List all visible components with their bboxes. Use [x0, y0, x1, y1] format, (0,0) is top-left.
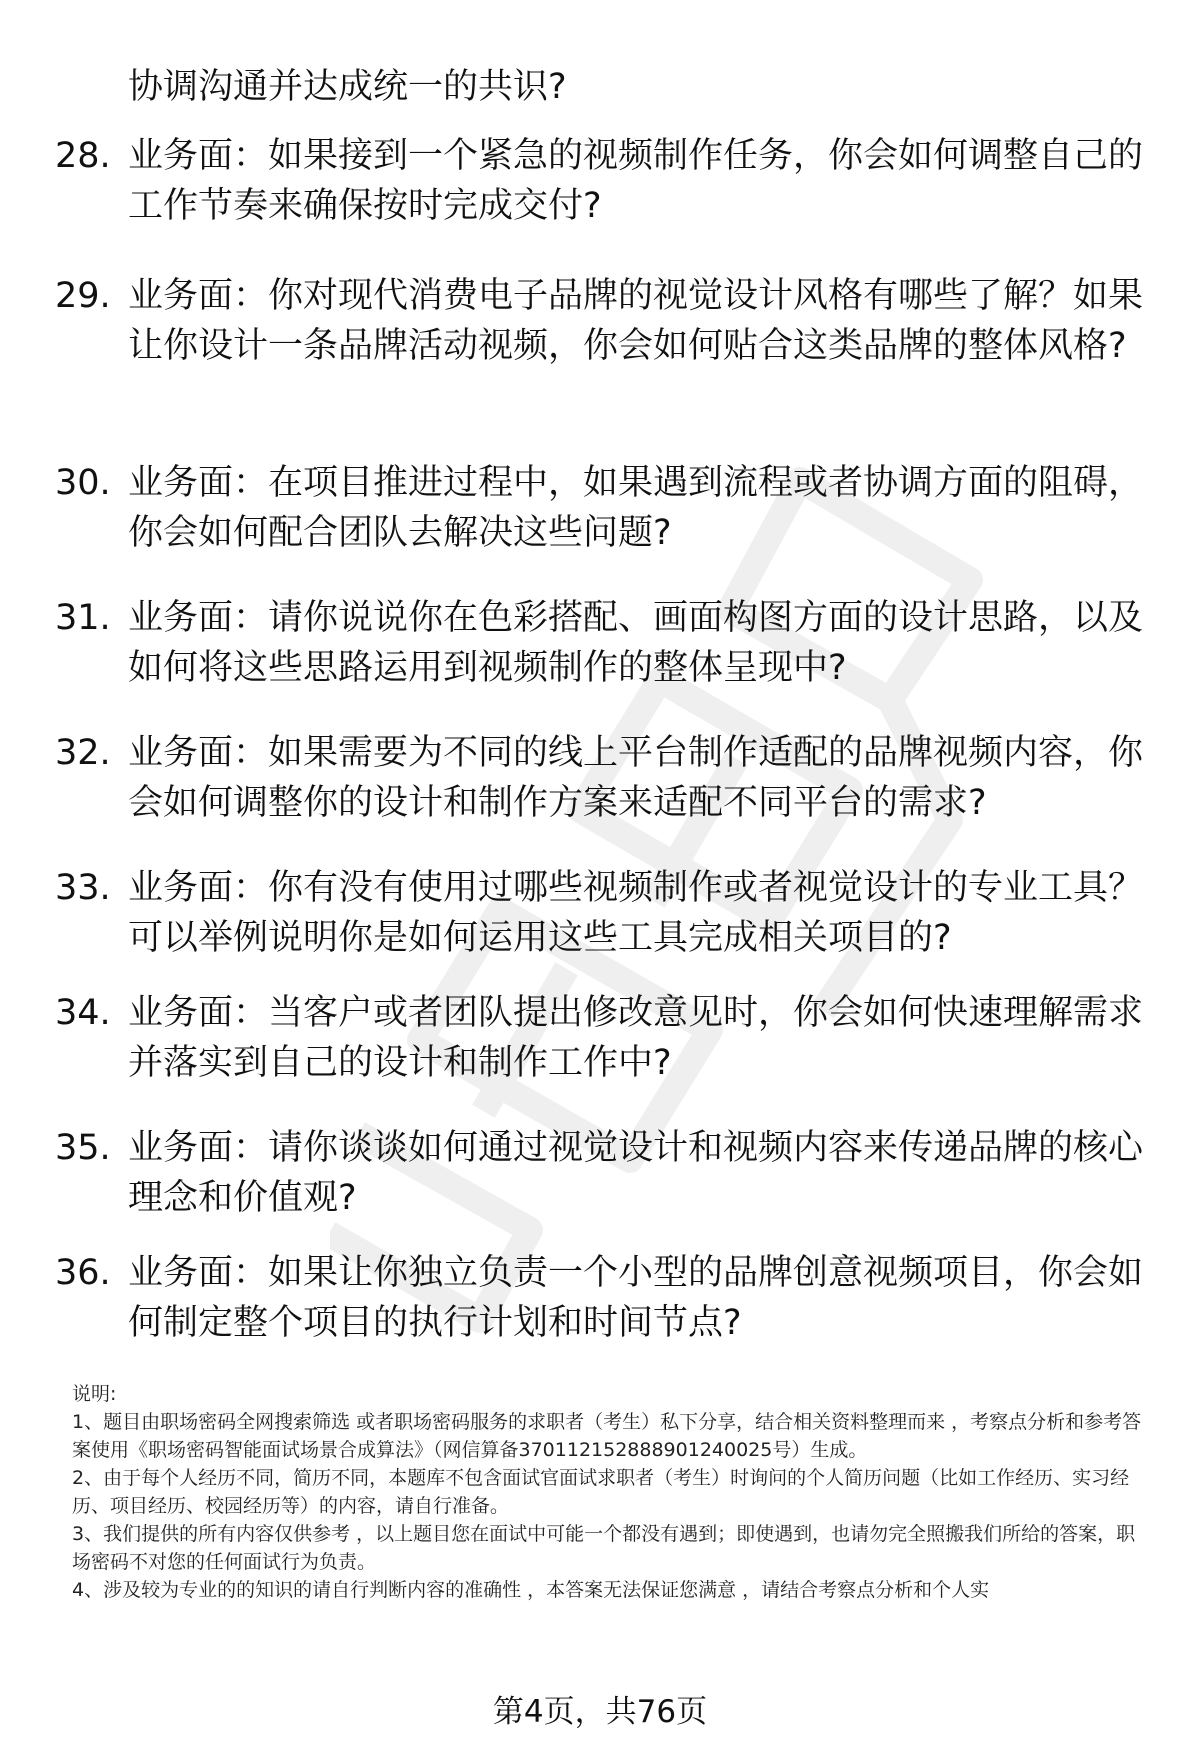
page-number: 第4页，共76页: [492, 1694, 708, 1730]
note-item: 1、题目由职场密码全网搜索筛选 或者职场密码服务的求职者（考生）私下分享，结合相关资料整理而来 ，考察点分析和参考答案使用《职场密码智能面试场景合成算法》（网信算备370112152888901240025号）生成。: [72, 1411, 1142, 1461]
continued-question-text: 协调沟通并达成统一的共识?: [128, 67, 567, 107]
question-number: 29.: [55, 276, 111, 316]
question-text: 业务面：如果让你独立负责一个小型的品牌创意视频项目，你会如何制定整个项目的执行计划和时间节点?: [128, 1253, 1144, 1343]
question-text: 业务面：请你谈谈如何通过视觉设计和视频内容来传递品牌的核心理念和价值观?: [128, 1128, 1144, 1218]
question-text: 业务面：你对现代消费电子品牌的视觉设计风格有哪些了解？如果让你设计一条品牌活动视频，你会如何贴合这类品牌的整体风格?: [128, 276, 1144, 366]
note-item: 3、我们提供的所有内容仅供参考 ，以上题目您在面试中可能一个都没有遇到；即使遇到，也请勿完全照搬我们所给的答案，职场密码不对您的任何面试行为负责。: [72, 1523, 1136, 1573]
question-text: 业务面：请你说说你在色彩搭配、画面构图方面的设计思路，以及如何将这些思路运用到视频制作的整体呈现中?: [128, 598, 1144, 688]
question-text: 业务面：在项目推进过程中，如果遇到流程或者协调方面的阻碍，你会如何配合团队去解决这些问题?: [128, 463, 1144, 553]
question-number: 31.: [55, 598, 111, 638]
question-text: 业务面：你有没有使用过哪些视频制作或者视觉设计的专业工具？可以举例说明你是如何运用这些工具完成相关项目的?: [128, 868, 1144, 958]
question-number: 28.: [55, 136, 111, 176]
question-number: 32.: [55, 733, 111, 773]
question-number: 36.: [55, 1253, 111, 1293]
question-number: 35.: [55, 1128, 111, 1168]
question-text: 业务面：当客户或者团队提出修改意见时，你会如何快速理解需求并落实到自己的设计和制作工作中?: [128, 993, 1144, 1083]
question-number: 33.: [55, 868, 111, 908]
notes-heading: 说明:: [72, 1383, 117, 1405]
question-number: 30.: [55, 463, 111, 503]
question-text: 业务面：如果接到一个紧急的视频制作任务，你会如何调整自己的工作节奏来确保按时完成交付?: [128, 136, 1144, 226]
question-number: 34.: [55, 993, 111, 1033]
note-item: 2、由于每个人经历不同，简历不同，本题库不包含面试官面试求职者（考生）时询问的个人简历问题（比如工作经历、实习经历、项目经历、校园经历等）的内容，请自行准备。: [72, 1467, 1130, 1517]
note-item: 4、涉及较为专业的的知识的请自行判断内容的准确性 ，本答案无法保证您满意 ，请结合考察点分析和个人实: [72, 1579, 990, 1601]
notes-section: [72, 1380, 1152, 1604]
question-text: 业务面：如果需要为不同的线上平台制作适配的品牌视频内容，你会如何调整你的设计和制作方案来适配不同平台的需求?: [128, 733, 1144, 823]
